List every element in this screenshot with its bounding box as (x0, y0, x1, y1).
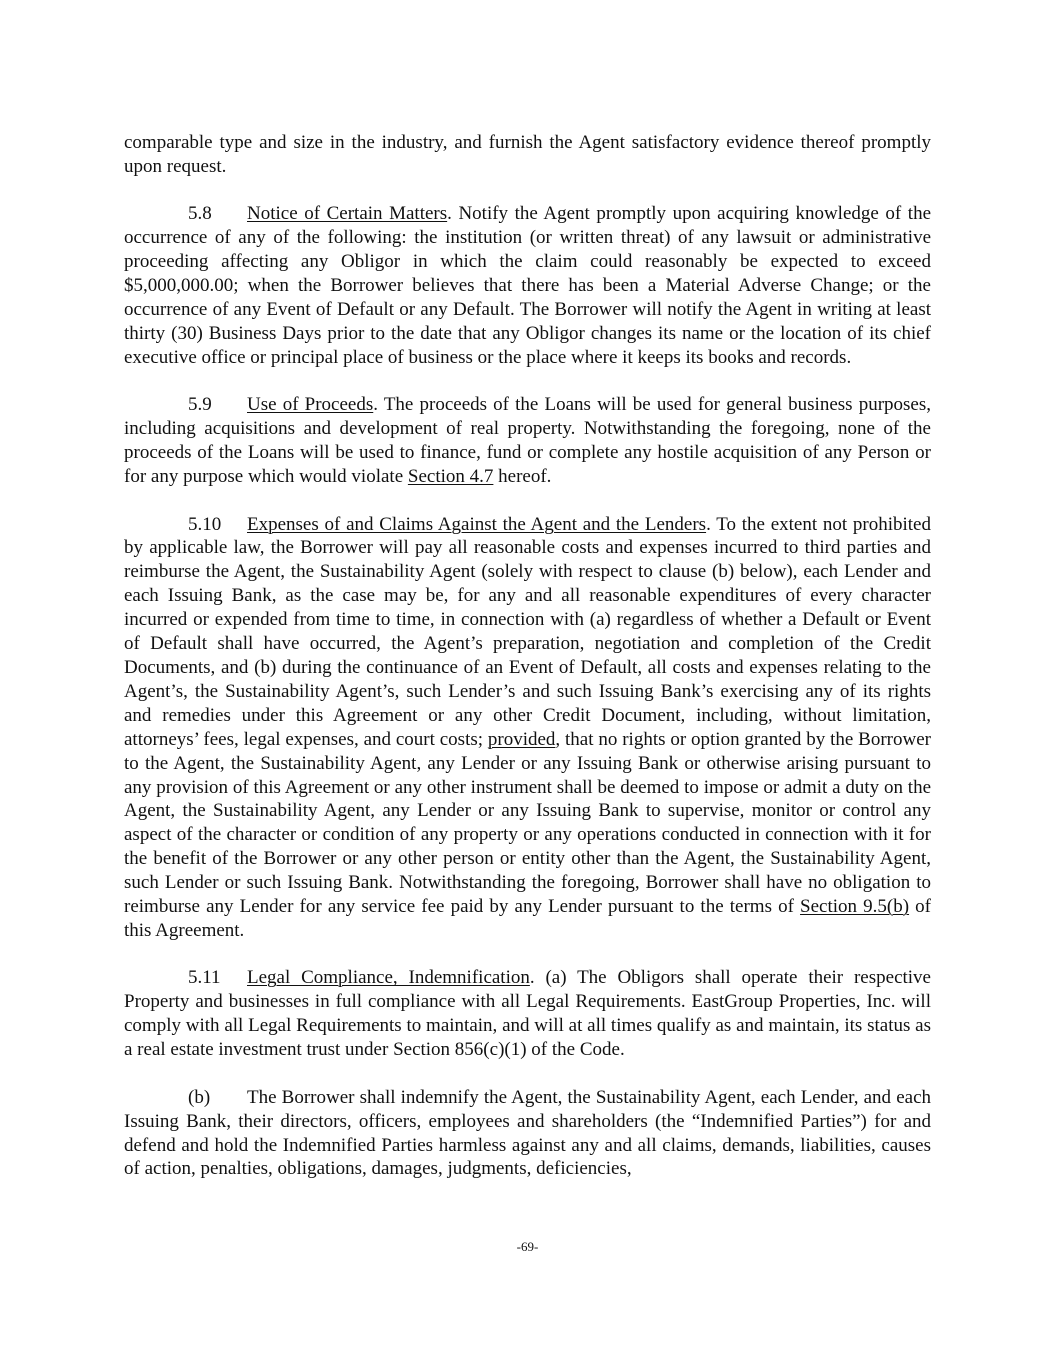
section-5-11 (124, 966, 931, 1062)
section-body: . The proceeds of the Loans will be used for general business purposes, including acquisitions and development of real property. Notwithstanding the foregoing, none of the proceeds of the Loans will be used to finance, fund or complete any hostile acquisition of any Person or for any purpose which would violate (124, 394, 932, 488)
section-number: 5.11 (188, 967, 221, 989)
section-number: 5.10 (188, 513, 222, 535)
section-5-8 (124, 202, 931, 369)
section-5-11-b (124, 1086, 931, 1182)
clause-body: The Borrower shall indemnify the Agent, the Sustainability Agent, each Lender, and each Issuing Bank, their directors, officers, employees and shareholders (the “Indemnified Parties”) for and defend and hold the Indemnified Parties harmless against any and all claims, demands, liabilities, causes of action, penalties, obligations, damages, judgments, deficiencies, (124, 1086, 931, 1180)
section-body: . Notify the Agent promptly upon acquiring knowledge of the occurrence of any of the following: the institution (or written threat) of any lawsuit or administrative proceeding affecting any Obligor in which the claim could reasonably be expected to exceed $5,000,000.00; when the Borrower believes that there has been a Material Adverse Change; or the occurrence of any Event of Default or any Default. The Borrower will notify the Agent in writing at least thirty (30) Business Days prior to the date that any Obligor changes its name or the location of its chief executive office or principal place of business or the place where it keeps its books and records. (124, 203, 931, 368)
page-number: -69- (516, 1239, 539, 1254)
section-body: . To the extent not prohibited by applicable law, the Borrower will pay all reasonable costs and expenses incurred to third parties and reimburse the Agent, the Sustainability Agent (solely with respect to clause (b) below), each Lender and each Issuing Bank, as the case may be, for any and all reasonable expenditures of every character incurred or expended from time to time, in connection with (a) regardless of whether a Default or Event of Default shall have occurred, the Agent’s preparation, negotiation and completion of the Credit Documents, and (b) during the continuance of an Event of Default, all costs and expenses relating to the Agent’s, the Sustainability Agent’s, such Lender’s and such Issuing Bank’s exercising any of its rights and remedies under this Agreement or any other Credit Document, including, without limitation, attorneys’ fees, legal expenses, and court costs; (124, 513, 931, 750)
section-body: hereof. (493, 466, 552, 488)
document-page (124, 131, 931, 1205)
section-reference: Section 4.7 (407, 466, 494, 488)
section-body: of this Agreement. (124, 896, 931, 941)
section-5-9 (124, 393, 931, 489)
section-reference: Section 9.5(b) (800, 896, 910, 918)
section-body: , that no rights or option granted by the Borrower to the Agent, the Sustainability Agent, any Lender or any Issuing Bank or otherwise arising pursuant to any provision of this Agreement or any other instrument shall be deemed to impose or admit a duty on the Agent, the Sustainability Agent, any Lender or any Issuing Bank to supervise, monitor or control any aspect of the character or condition of any property or any operations conducted in connection with it for the benefit of the Borrower or any other person or entity other than the Agent, the Sustainability Agent, such Lender or such Issuing Bank. Notwithstanding the foregoing, Borrower shall have no obligation to reimburse any Lender for any service fee paid by any Lender pursuant to the terms of (124, 728, 931, 918)
clause-label: (b) (188, 1086, 211, 1108)
section-number: 5.9 (188, 394, 212, 416)
section-heading: Expenses of and Claims Against the Agent and the Lenders (247, 513, 707, 535)
continuation-text: comparable type and size in the industry, and furnish the Agent satisfactory evidence thereof promptly upon request. (124, 132, 931, 177)
section-heading: Use of Proceeds (247, 394, 374, 416)
provided-term: provided (487, 728, 556, 750)
section-5-10 (124, 513, 931, 943)
section-heading: Legal Compliance, Indemnification (247, 967, 530, 989)
section-number: 5.8 (188, 203, 212, 225)
section-body: . (a) The Obligors shall operate their respective Property and businesses in full compliance with all Legal Requirements. EastGroup Properties, Inc. will comply with all Legal Requirements to maintain, and will at all times qualify as and maintain, its status as a real estate investment trust under Section 856(c)(1) of the Code. (124, 967, 931, 1061)
continuation-paragraph (124, 131, 931, 179)
section-heading: Notice of Certain Matters (247, 203, 448, 225)
